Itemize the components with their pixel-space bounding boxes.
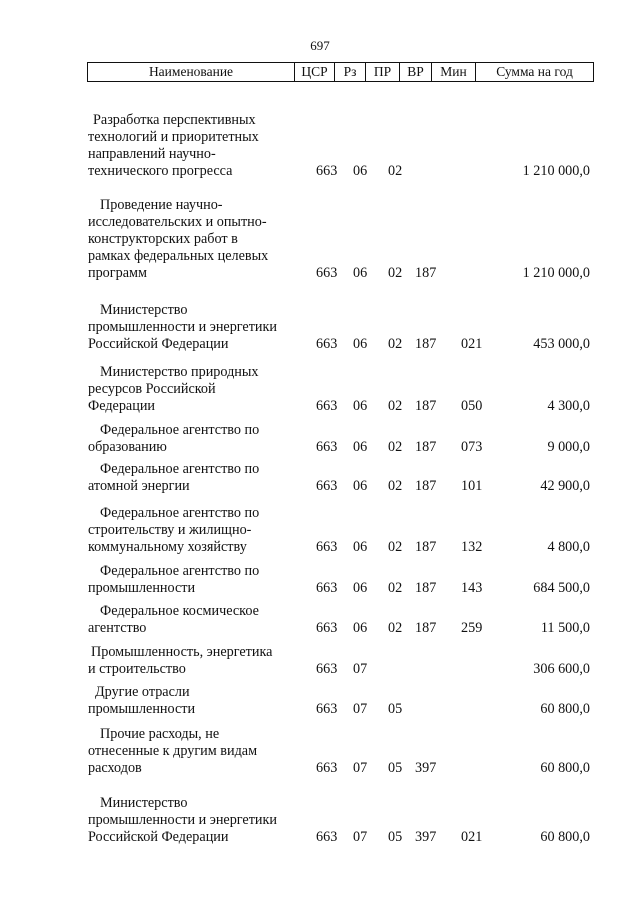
row-name [88, 505, 293, 556]
cell-min: 143 [461, 580, 483, 596]
row-name-line: направлений научно- [88, 146, 216, 162]
cell-min: 132 [461, 539, 483, 555]
cell-sum: 306 600,0 [533, 661, 590, 677]
header-name: Наименование [88, 63, 295, 81]
row-name-line: Промышленность, энергетика [91, 644, 273, 660]
row-name [88, 726, 293, 777]
cell-rz: 07 [353, 661, 368, 677]
cell-vr: 187 [415, 265, 437, 281]
header-vr: ВР [400, 63, 432, 81]
row-name-line: Российской Федерации [88, 829, 229, 845]
cell-rz: 06 [353, 265, 368, 281]
row-name-line: строительству и жилищно- [88, 522, 252, 538]
cell-rz: 07 [353, 760, 368, 776]
cell-rz: 06 [353, 580, 368, 596]
row-name-line: Проведение научно- [100, 197, 223, 213]
row-name-line: промышленности [88, 580, 196, 596]
cell-csr: 663 [316, 580, 338, 596]
cell-vr: 187 [415, 439, 437, 455]
row-name-line: Другие отрасли [95, 684, 190, 700]
header-csr: ЦСР [295, 63, 335, 81]
cell-pr: 02 [388, 265, 403, 281]
row-name [88, 112, 293, 180]
cell-sum: 9 000,0 [547, 439, 590, 455]
cell-csr: 663 [316, 620, 338, 636]
cell-min: 021 [461, 336, 483, 352]
row-name [88, 364, 293, 415]
cell-rz: 06 [353, 439, 368, 455]
cell-csr: 663 [316, 701, 338, 717]
row-name-line: Федеральное агентство по [100, 563, 260, 579]
cell-min: 259 [461, 620, 483, 636]
row-name-line: Министерство [100, 302, 188, 318]
cell-sum: 4 800,0 [547, 539, 590, 555]
cell-vr: 187 [415, 478, 437, 494]
cell-rz: 06 [353, 398, 368, 414]
row-name [88, 422, 293, 456]
row-name-line: Министерство [100, 795, 188, 811]
cell-sum: 60 800,0 [540, 760, 590, 776]
row-name-line: отнесенные к другим видам [88, 743, 258, 759]
cell-pr: 05 [388, 701, 403, 717]
row-name [88, 644, 293, 678]
cell-pr: 02 [388, 620, 403, 636]
cell-vr: 187 [415, 398, 437, 414]
cell-rz: 06 [353, 163, 368, 179]
row-name-line: ресурсов Российской [88, 381, 216, 397]
cell-vr: 397 [415, 760, 437, 776]
row-name-line: Федеральное агентство по [100, 505, 260, 521]
row-name-line: Федеральное агентство по [100, 422, 260, 438]
row-name [88, 197, 293, 282]
cell-csr: 663 [316, 336, 338, 352]
cell-csr: 663 [316, 661, 338, 677]
row-name-line: Прочие расходы, не [100, 726, 220, 742]
cell-sum: 11 500,0 [540, 620, 590, 636]
cell-pr: 05 [388, 760, 403, 776]
row-name [88, 461, 293, 495]
cell-pr: 02 [388, 580, 403, 596]
row-name-line: Федеральное агентство по [100, 461, 260, 477]
cell-vr: 187 [415, 539, 437, 555]
cell-sum: 4 300,0 [547, 398, 590, 414]
cell-sum: 60 800,0 [540, 701, 590, 717]
row-name-line: агентство [88, 620, 147, 636]
cell-csr: 663 [316, 265, 338, 281]
row-name [88, 603, 293, 637]
cell-csr: 663 [316, 163, 338, 179]
cell-min: 073 [461, 439, 483, 455]
cell-rz: 07 [353, 829, 368, 845]
cell-pr: 02 [388, 163, 403, 179]
header-pr: ПР [366, 63, 400, 81]
cell-csr: 663 [316, 478, 338, 494]
page-number: 697 [310, 38, 330, 53]
cell-vr: 187 [415, 580, 437, 596]
cell-vr: 187 [415, 336, 437, 352]
cell-rz: 06 [353, 539, 368, 555]
cell-csr: 663 [316, 829, 338, 845]
cell-rz: 06 [353, 336, 368, 352]
row-name-line: промышленности [88, 701, 196, 717]
cell-csr: 663 [316, 439, 338, 455]
row-name-line: образованию [88, 439, 167, 455]
cell-sum: 684 500,0 [533, 580, 590, 596]
header-rz: Рз [335, 63, 366, 81]
row-name [88, 563, 293, 597]
cell-rz: 06 [353, 620, 368, 636]
cell-sum: 1 210 000,0 [522, 163, 590, 179]
cell-csr: 663 [316, 539, 338, 555]
row-name-line: атомной энергии [88, 478, 190, 494]
cell-pr: 02 [388, 398, 403, 414]
header-min: Мин [432, 63, 476, 81]
cell-min: 101 [461, 478, 483, 494]
cell-rz: 07 [353, 701, 368, 717]
row-name-line: технического прогресса [88, 163, 233, 179]
row-name-line: расходов [88, 760, 142, 776]
row-name-line: программ [88, 265, 147, 281]
row-name-line: промышленности и энергетики [88, 812, 278, 828]
cell-pr: 02 [388, 478, 403, 494]
row-name-line: коммунальному хозяйству [88, 539, 247, 555]
row-name-line: Министерство природных [100, 364, 259, 380]
cell-rz: 06 [353, 478, 368, 494]
row-name-line: и строительство [88, 661, 186, 677]
row-name-line: Федерации [88, 398, 156, 414]
header-sum: Сумма на год [496, 64, 573, 79]
cell-sum: 1 210 000,0 [522, 265, 590, 281]
cell-vr: 397 [415, 829, 437, 845]
row-name-line: конструкторских работ в [88, 231, 238, 247]
cell-pr: 05 [388, 829, 403, 845]
row-name [88, 302, 293, 353]
row-name-line: Федеральное космическое [100, 603, 259, 619]
cell-vr: 187 [415, 620, 437, 636]
cell-csr: 663 [316, 398, 338, 414]
row-name-line: Российской Федерации [88, 336, 229, 352]
cell-min: 021 [461, 829, 483, 845]
cell-min: 050 [461, 398, 483, 414]
row-name [88, 795, 293, 846]
row-name-line: Разработка перспективных [93, 112, 256, 128]
cell-pr: 02 [388, 539, 403, 555]
cell-pr: 02 [388, 439, 403, 455]
row-name-line: исследовательских и опытно- [88, 214, 267, 230]
cell-pr: 02 [388, 336, 403, 352]
cell-sum: 60 800,0 [540, 829, 590, 845]
row-name-line: рамках федеральных целевых [88, 248, 269, 264]
cell-csr: 663 [316, 760, 338, 776]
row-name-line: промышленности и энергетики [88, 319, 278, 335]
row-name [88, 684, 293, 718]
table-header [87, 62, 594, 82]
cell-sum: 42 900,0 [540, 478, 590, 494]
cell-sum: 453 000,0 [533, 336, 590, 352]
row-name-line: технологий и приоритетных [88, 129, 259, 145]
